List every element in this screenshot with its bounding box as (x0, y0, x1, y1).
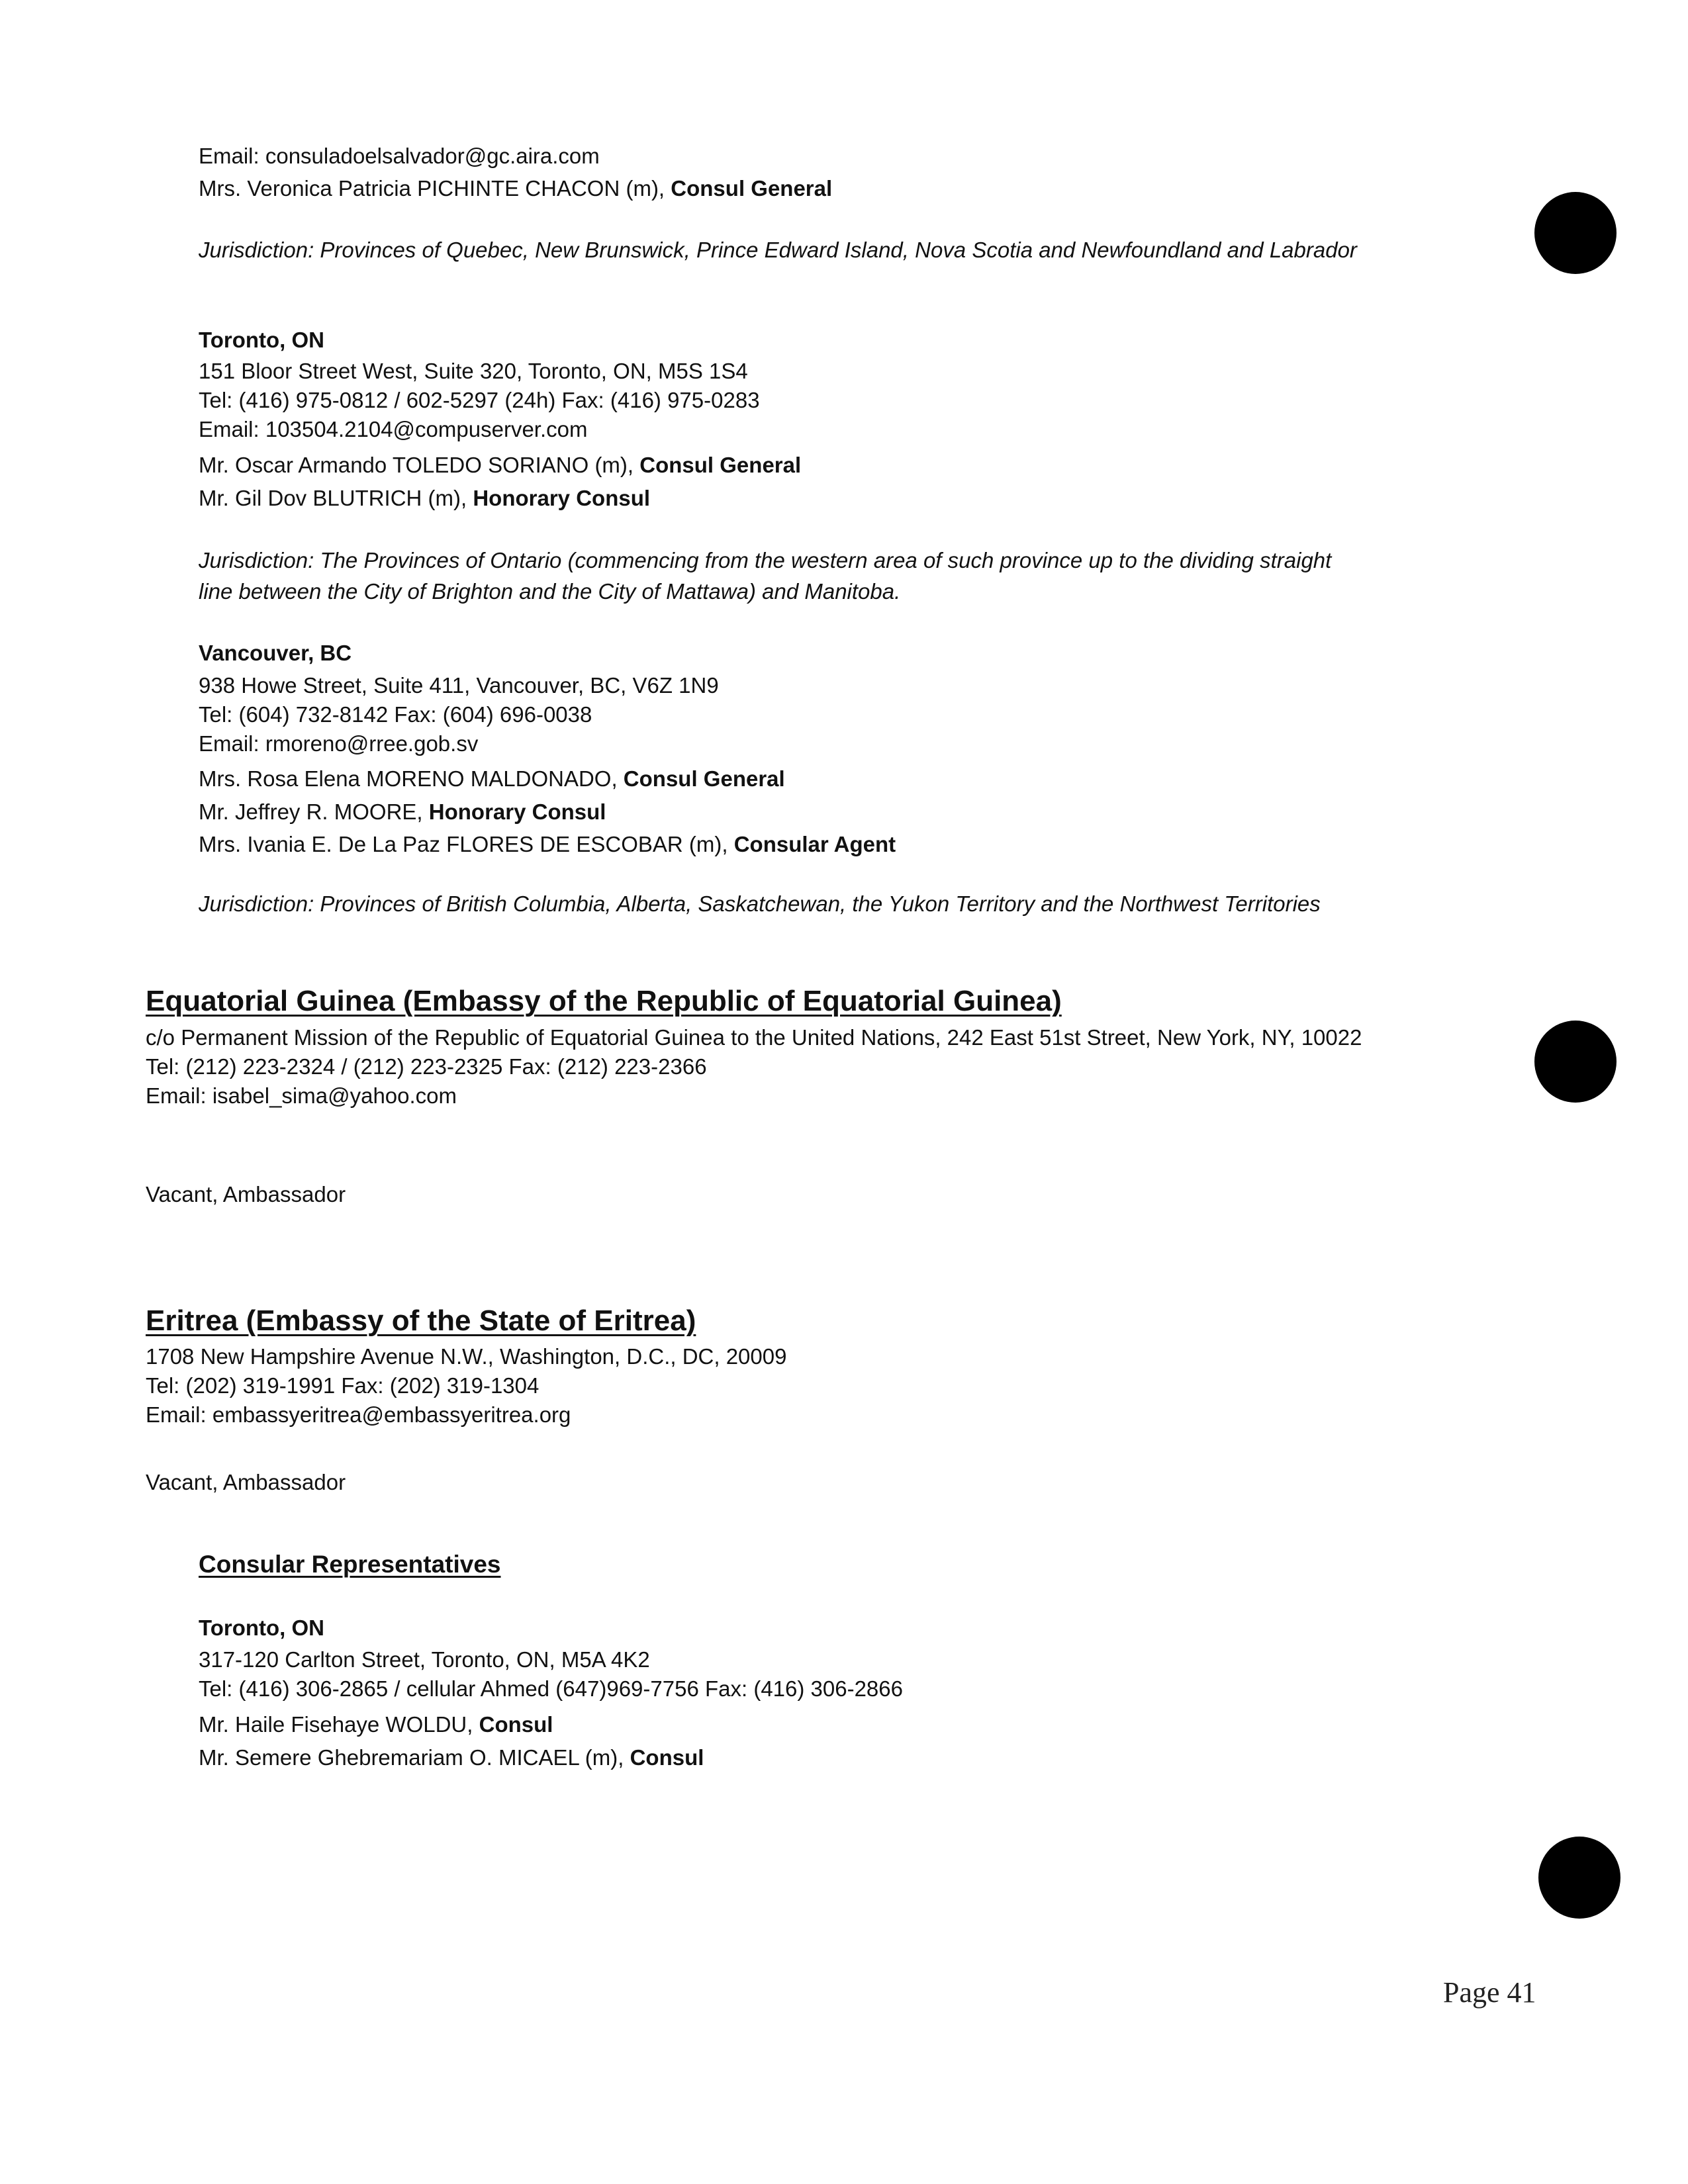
sv-toronto-jurisdiction-line-1 (199, 547, 1331, 574)
eq-guinea-email: Email: isabel_sima@yahoo.com (146, 1083, 457, 1108)
person-name: Mrs. Veronica Patricia PICHINTE CHACON (m), (199, 176, 671, 201)
person-title: Consul General (623, 766, 785, 791)
jurisdiction-text: Provinces of Quebec, New Brunswick, Prince Edward Island, Nova Scotia and Newfoundland and Labrador (320, 238, 1357, 262)
eritrea-email: Email: embassyeritrea@embassyeritrea.org (146, 1402, 571, 1427)
person-name: Mr. Semere Ghebremariam O. MICAEL (m), (199, 1745, 630, 1770)
person-title: Consul General (671, 176, 833, 201)
page-number: Page 41 (1443, 1976, 1536, 2009)
eritrea-heading: Eritrea (Embassy of the State of Eritrea) (146, 1304, 696, 1337)
person-name: Mrs. Ivania E. De La Paz FLORES DE ESCOBAR (m), (199, 832, 734, 856)
sv-qc-email: Email: consuladoelsalvador@gc.aira.com (199, 144, 600, 168)
sv-vancouver-tel: Tel: (604) 732-8142 Fax: (604) 696-0038 (199, 702, 592, 727)
eq-guinea-ambassador: Vacant, Ambassador (146, 1182, 346, 1206)
eritrea-toronto-city: Toronto, ON (199, 1615, 325, 1640)
punch-hole-middle (1534, 1021, 1617, 1103)
sv-vancouver-jurisdiction (199, 891, 1321, 917)
consular-representatives-heading: Consular Representatives (199, 1551, 501, 1578)
sv-toronto-tel: Tel: (416) 975-0812 / 602-5297 (24h) Fax: (416) 975-0283 (199, 388, 760, 412)
person-name: Mr. Haile Fisehaye WOLDU, (199, 1712, 479, 1737)
eq-guinea-heading: Equatorial Guinea (Embassy of the Republic of Equatorial Guinea) (146, 985, 1062, 1017)
person-title: Honorary Consul (428, 799, 606, 824)
sv-toronto-email: Email: 103504.2104@compuserver.com (199, 417, 588, 441)
sv-vancouver-person-3 (199, 831, 896, 858)
sv-vancouver-person-2 (199, 799, 606, 825)
eritrea-toronto-address: 317-120 Carlton Street, Toronto, ON, M5A 4K2 (199, 1647, 650, 1672)
jurisdiction-label: Jurisdiction: (199, 238, 320, 262)
jurisdiction-label: Jurisdiction: (199, 891, 320, 916)
sv-vancouver-address: 938 Howe Street, Suite 411, Vancouver, BC, V6Z 1N9 (199, 673, 719, 698)
person-name: Mr. Gil Dov BLUTRICH (m), (199, 486, 473, 510)
eq-guinea-tel: Tel: (212) 223-2324 / (212) 223-2325 Fax: (212) 223-2366 (146, 1054, 707, 1079)
sv-vancouver-person-1 (199, 766, 785, 792)
eritrea-tel: Tel: (202) 319-1991 Fax: (202) 319-1304 (146, 1373, 539, 1398)
sv-vancouver-city: Vancouver, BC (199, 641, 352, 665)
sv-qc-jurisdiction (199, 237, 1357, 263)
jurisdiction-text: The Provinces of Ontario (commencing from the western area of such province up to the dividing straight (320, 548, 1332, 572)
eritrea-toronto-person-1 (199, 1711, 553, 1738)
eritrea-toronto-person-2 (199, 1745, 704, 1771)
sv-toronto-address: 151 Bloor Street West, Suite 320, Toronto, ON, M5S 1S4 (199, 359, 748, 383)
sv-qc-person-1 (199, 175, 832, 202)
punch-hole-bottom (1538, 1837, 1620, 1919)
jurisdiction-text: Provinces of British Columbia, Alberta, Saskatchewan, the Yukon Territory and the Northwest Territories (320, 891, 1321, 916)
person-title: Consular Agent (733, 832, 896, 856)
person-name: Mr. Jeffrey R. MOORE, (199, 799, 429, 824)
person-title: Consul (630, 1745, 704, 1770)
eritrea-toronto-tel: Tel: (416) 306-2865 / cellular Ahmed (647)969-7756 Fax: (416) 306-2866 (199, 1676, 903, 1701)
person-name: Mrs. Rosa Elena MORENO MALDONADO, (199, 766, 624, 791)
jurisdiction-label: Jurisdiction: (199, 548, 320, 572)
eq-guinea-address: c/o Permanent Mission of the Republic of Equatorial Guinea to the United Nations, 242 East 51st Street, New York, NY, 10022 (146, 1025, 1362, 1050)
punch-hole-top (1534, 192, 1617, 274)
sv-toronto-jurisdiction-line-2: line between the City of Brighton and the City of Mattawa) and Manitoba. (199, 579, 901, 604)
person-title: Consul (479, 1712, 553, 1737)
sv-toronto-person-1 (199, 452, 801, 478)
eritrea-address: 1708 New Hampshire Avenue N.W., Washington, D.C., DC, 20009 (146, 1344, 787, 1369)
person-title: Consul General (639, 453, 802, 477)
sv-toronto-person-2 (199, 485, 650, 512)
person-name: Mr. Oscar Armando TOLEDO SORIANO (m), (199, 453, 640, 477)
sv-toronto-city: Toronto, ON (199, 328, 325, 352)
eritrea-ambassador: Vacant, Ambassador (146, 1470, 346, 1494)
sv-vancouver-email: Email: rmoreno@rree.gob.sv (199, 731, 479, 756)
person-title: Honorary Consul (473, 486, 651, 510)
